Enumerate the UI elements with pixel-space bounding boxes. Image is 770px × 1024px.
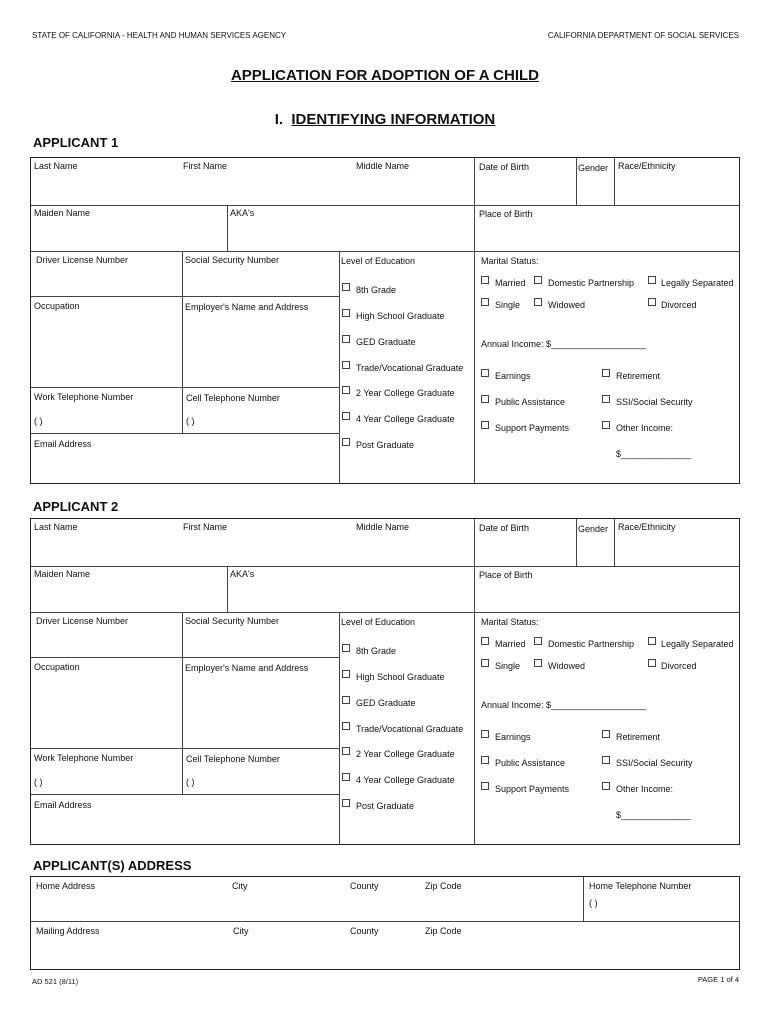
applicant-2-marital-widowed-checkbox[interactable] (534, 659, 542, 667)
applicant-1-income-public-assistance-checkbox[interactable] (481, 395, 489, 403)
applicant-2-employer-field[interactable]: Employer's Name and Address (185, 663, 309, 673)
applicant-1-income-public-assistance-label: Public Assistance (495, 397, 566, 407)
applicant-2-column-divider-gender (576, 519, 577, 566)
applicant-2-marital-domestic-partnership-label: Domestic Partnership (548, 639, 635, 649)
applicant-1-cell-phone-area-code[interactable]: ( ) (186, 416, 195, 426)
applicant-2-marital-single-checkbox[interactable] (481, 659, 489, 667)
mailing-zip-field[interactable]: Zip Code (425, 926, 462, 936)
applicant-2-row-divider-3 (31, 657, 339, 658)
applicant-2-income-public-assistance-checkbox[interactable] (481, 756, 489, 764)
applicant-1-education-post-graduate-label: Post Graduate (356, 440, 415, 450)
applicant-2-income-ssi-social-security-label: SSI/Social Security (616, 758, 693, 768)
mailing-address-field[interactable]: Mailing Address (36, 926, 100, 936)
form-title: APPLICATION FOR ADOPTION OF A CHILD (230, 67, 540, 84)
applicant-1-marital-married-checkbox[interactable] (481, 276, 489, 284)
applicant-2-place-of-birth-field[interactable]: Place of Birth (479, 570, 533, 580)
applicant-2-education-post-graduate-checkbox[interactable] (342, 799, 350, 807)
applicant-1-marital-status-heading: Marital Status: (481, 256, 539, 266)
applicant-1-middle-name-field[interactable]: Middle Name (356, 161, 410, 171)
applicant-2-section (30, 518, 740, 845)
applicant-1-income-earnings-label: Earnings (495, 371, 531, 381)
applicant-2-column-divider-aka (227, 566, 228, 612)
applicant-2-row-divider-5 (31, 794, 339, 795)
applicant-2-annual-income-field[interactable]: Annual Income: $___________________ (481, 700, 647, 710)
home-phone-field[interactable]: Home Telephone Number (589, 881, 692, 891)
applicant-2-education-ged-checkbox[interactable] (342, 696, 350, 704)
applicant-2-marital-single-label: Single (495, 661, 521, 671)
applicant-2-work-phone-area-code[interactable]: ( ) (34, 777, 43, 787)
applicant-2-education-2-year-college-label: 2 Year College Graduate (356, 749, 455, 759)
applicant-2-marital-domestic-partnership-checkbox[interactable] (534, 637, 542, 645)
applicant-2-ssn-field[interactable]: Social Security Number (185, 616, 280, 626)
applicant-1-marital-single-checkbox[interactable] (481, 298, 489, 306)
applicant-1-income-ssi-social-security-label: SSI/Social Security (616, 397, 693, 407)
applicant-1-education-4-year-college-checkbox[interactable] (342, 412, 350, 420)
applicant-1-income-support-payments-checkbox[interactable] (481, 421, 489, 429)
applicant-2-marital-widowed-label: Widowed (548, 661, 586, 671)
address-row-divider (31, 921, 739, 922)
applicant-1-section (30, 157, 740, 484)
applicant-2-income-earnings-label: Earnings (495, 732, 531, 742)
applicant-2-maiden-name-field[interactable]: Maiden Name (34, 569, 91, 579)
department-header: CALIFORNIA DEPARTMENT OF SOCIAL SERVICES (547, 31, 739, 40)
home-city-field[interactable]: City (232, 881, 248, 891)
applicant-1-occupation-field[interactable]: Occupation (34, 301, 80, 311)
applicant-2-education-heading: Level of Education (341, 617, 416, 627)
applicant-2-education-trade-vocational-checkbox[interactable] (342, 722, 350, 730)
applicant-1-ssn-field[interactable]: Social Security Number (185, 255, 280, 265)
applicant-1-email-field[interactable]: Email Address (34, 439, 92, 449)
applicant-1-akas-field[interactable]: AKA's (230, 208, 255, 218)
applicant-1-column-divider-employer (182, 251, 183, 433)
section-title: IDENTIFYING INFORMATION (291, 111, 496, 128)
applicant-2-income-earnings-checkbox[interactable] (481, 730, 489, 738)
applicant-1-marital-single-label: Single (495, 300, 521, 310)
applicant-2-middle-name-field[interactable]: Middle Name (356, 522, 410, 532)
applicant-1-education-ged-label: GED Graduate (356, 337, 416, 347)
applicant-2-date-of-birth-field[interactable]: Date of Birth (479, 523, 530, 533)
applicant-1-marital-widowed-label: Widowed (548, 300, 586, 310)
applicant-1-education-8th-grade-checkbox[interactable] (342, 283, 350, 291)
applicant-1-maiden-name-field[interactable]: Maiden Name (34, 208, 91, 218)
applicant-1-marital-divorced-checkbox[interactable] (648, 298, 656, 306)
applicant-1-row-divider-5 (31, 433, 339, 434)
applicant-1-education-high-school-checkbox[interactable] (342, 309, 350, 317)
applicant-1-column-divider-gender (576, 158, 577, 205)
applicant-2-cell-phone-area-code[interactable]: ( ) (186, 777, 195, 787)
applicant-1-row-divider-4 (31, 387, 339, 388)
applicant-2-income-public-assistance-label: Public Assistance (495, 758, 566, 768)
applicant-1-annual-income-field[interactable]: Annual Income: $___________________ (481, 339, 647, 349)
applicant-1-education-4-year-college-label: 4 Year College Graduate (356, 414, 455, 424)
applicant-1-heading: APPLICANT 1 (33, 135, 119, 150)
applicant-2-education-trade-vocational-label: Trade/Vocational Graduate (356, 724, 464, 734)
home-zip-field[interactable]: Zip Code (425, 881, 462, 891)
applicant-1-marital-legally-separated-checkbox[interactable] (648, 276, 656, 284)
applicant-1-date-of-birth-field[interactable]: Date of Birth (479, 162, 530, 172)
section-heading (0, 111, 770, 128)
applicant-1-cell-phone-field[interactable]: Cell Telephone Number (186, 393, 280, 403)
applicant-1-row-divider-1 (31, 205, 739, 206)
applicant-1-income-ssi-social-security-checkbox[interactable] (602, 395, 610, 403)
applicant-2-marital-married-checkbox[interactable] (481, 637, 489, 645)
applicant-2-marital-status-heading: Marital Status: (481, 617, 539, 627)
applicant-1-education-heading: Level of Education (341, 256, 416, 266)
address-heading: APPLICANT(S) ADDRESS (33, 858, 192, 873)
section-number: I. (274, 111, 284, 128)
applicant-1-education-post-graduate-checkbox[interactable] (342, 438, 350, 446)
home-county-field[interactable]: County (350, 881, 379, 891)
applicant-1-work-phone-field[interactable]: Work Telephone Number (34, 392, 134, 402)
applicant-2-income-other-income-checkbox[interactable] (602, 782, 610, 790)
applicant-2-other-income-amount-field[interactable]: $______________ (616, 810, 692, 820)
applicant-2-row-divider-4 (31, 748, 339, 749)
applicant-2-email-field[interactable]: Email Address (34, 800, 92, 810)
applicant-2-heading: APPLICANT 2 (33, 499, 119, 514)
applicant-2-column-divider-race (614, 519, 615, 566)
applicant-1-education-trade-vocational-checkbox[interactable] (342, 361, 350, 369)
applicant-2-column-divider-status (474, 519, 475, 844)
applicant-1-first-name-field[interactable]: First Name (183, 161, 228, 171)
applicant-2-education-4-year-college-label: 4 Year College Graduate (356, 775, 455, 785)
agency-header: STATE OF CALIFORNIA - HEALTH AND HUMAN SERVICES AGENCY (32, 31, 287, 40)
applicant-1-income-other-income-checkbox[interactable] (602, 421, 610, 429)
applicant-1-marital-domestic-partnership-label: Domestic Partnership (548, 278, 635, 288)
applicant-1-education-ged-checkbox[interactable] (342, 335, 350, 343)
applicant-2-marital-married-label: Married (495, 639, 526, 649)
applicant-1-income-retirement-label: Retirement (616, 371, 661, 381)
applicant-2-occupation-field[interactable]: Occupation (34, 662, 80, 672)
applicant-2-race-ethnicity-field[interactable]: Race/Ethnicity (618, 522, 676, 532)
applicant-1-driver-license-field[interactable]: Driver License Number (36, 255, 129, 265)
applicant-1-marital-domestic-partnership-checkbox[interactable] (534, 276, 542, 284)
applicant-2-cell-phone-field[interactable]: Cell Telephone Number (186, 754, 280, 764)
applicant-2-row-divider-1 (31, 566, 739, 567)
applicant-2-marital-legally-separated-checkbox[interactable] (648, 637, 656, 645)
applicant-2-education-ged-label: GED Graduate (356, 698, 416, 708)
applicant-2-marital-divorced-checkbox[interactable] (648, 659, 656, 667)
applicant-1-column-divider-education (339, 251, 340, 483)
applicant-2-education-high-school-label: High School Graduate (356, 672, 445, 682)
applicant-1-column-divider-status (474, 158, 475, 483)
applicant-1-income-other-income-label: Other Income: (616, 423, 674, 433)
applicant-2-education-post-graduate-label: Post Graduate (356, 801, 415, 811)
applicant-1-place-of-birth-field[interactable]: Place of Birth (479, 209, 533, 219)
applicant-2-first-name-field[interactable]: First Name (183, 522, 228, 532)
applicant-2-gender-field[interactable]: Gender (578, 524, 609, 534)
applicant-1-education-high-school-label: High School Graduate (356, 311, 445, 321)
applicant-1-column-divider-race (614, 158, 615, 205)
address-column-divider (583, 877, 584, 921)
applicant-1-race-ethnicity-field[interactable]: Race/Ethnicity (618, 161, 676, 171)
applicant-1-marital-widowed-checkbox[interactable] (534, 298, 542, 306)
home-phone-area-code[interactable]: ( ) (589, 898, 598, 908)
applicant-1-other-income-amount-field[interactable]: $______________ (616, 449, 692, 459)
mailing-county-field[interactable]: County (350, 926, 379, 936)
applicant-2-income-ssi-social-security-checkbox[interactable] (602, 756, 610, 764)
page-number: PAGE 1 of 4 (697, 975, 739, 984)
applicant-2-row-divider-2 (31, 612, 739, 613)
applicant-2-column-divider-education (339, 612, 340, 844)
applicant-1-marital-divorced-label: Divorced (661, 300, 697, 310)
applicant-2-education-high-school-checkbox[interactable] (342, 670, 350, 678)
address-section (30, 876, 740, 970)
form-id: AD 521 (8/11) (32, 977, 79, 986)
applicant-2-work-phone-field[interactable]: Work Telephone Number (34, 753, 134, 763)
applicant-1-education-8th-grade-label: 8th Grade (356, 285, 397, 295)
applicant-2-education-8th-grade-checkbox[interactable] (342, 644, 350, 652)
applicant-1-row-divider-3 (31, 296, 339, 297)
applicant-2-last-name-field[interactable]: Last Name (34, 522, 78, 532)
applicant-2-column-divider-employer (182, 612, 183, 794)
applicant-1-row-divider-2 (31, 251, 739, 252)
applicant-1-education-2-year-college-label: 2 Year College Graduate (356, 388, 455, 398)
applicant-1-education-2-year-college-checkbox[interactable] (342, 386, 350, 394)
applicant-1-income-support-payments-label: Support Payments (495, 423, 570, 433)
applicant-1-gender-field[interactable]: Gender (578, 163, 609, 173)
applicant-1-employer-field[interactable]: Employer's Name and Address (185, 302, 309, 312)
applicant-2-income-retirement-label: Retirement (616, 732, 661, 742)
applicant-2-education-8th-grade-label: 8th Grade (356, 646, 397, 656)
applicant-2-driver-license-field[interactable]: Driver License Number (36, 616, 129, 626)
applicant-2-marital-legally-separated-label: Legally Separated (661, 639, 734, 649)
applicant-1-marital-legally-separated-label: Legally Separated (661, 278, 734, 288)
applicant-2-marital-divorced-label: Divorced (661, 661, 697, 671)
applicant-1-income-earnings-checkbox[interactable] (481, 369, 489, 377)
applicant-2-education-2-year-college-checkbox[interactable] (342, 747, 350, 755)
applicant-1-education-trade-vocational-label: Trade/Vocational Graduate (356, 363, 464, 373)
home-address-field[interactable]: Home Address (36, 881, 96, 891)
applicant-2-akas-field[interactable]: AKA's (230, 569, 255, 579)
applicant-2-income-retirement-checkbox[interactable] (602, 730, 610, 738)
applicant-2-income-other-income-label: Other Income: (616, 784, 674, 794)
applicant-2-income-support-payments-checkbox[interactable] (481, 782, 489, 790)
mailing-city-field[interactable]: City (233, 926, 249, 936)
applicant-1-marital-married-label: Married (495, 278, 526, 288)
applicant-1-work-phone-area-code[interactable]: ( ) (34, 416, 43, 426)
applicant-1-income-retirement-checkbox[interactable] (602, 369, 610, 377)
applicant-1-last-name-field[interactable]: Last Name (34, 161, 78, 171)
applicant-2-income-support-payments-label: Support Payments (495, 784, 570, 794)
applicant-2-education-4-year-college-checkbox[interactable] (342, 773, 350, 781)
applicant-1-column-divider-aka (227, 205, 228, 251)
